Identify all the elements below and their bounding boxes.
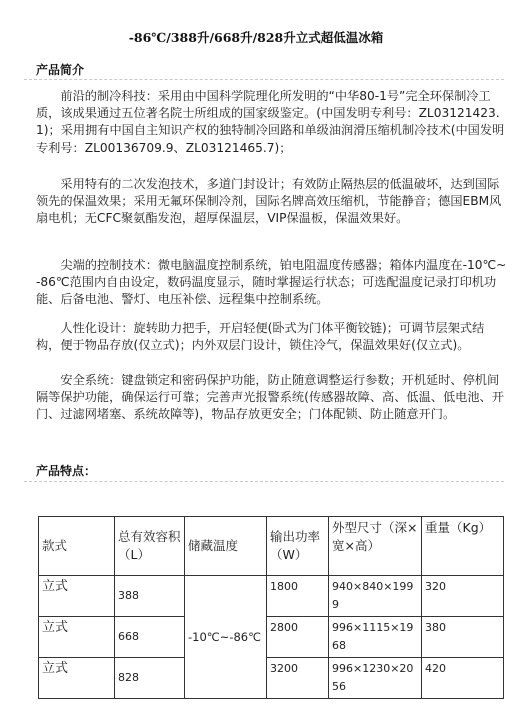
table-row [39,658,504,699]
header-temperature: 储藏温度 [185,517,267,576]
header-weight: 重量（Kg） [422,517,504,576]
header-volume: 总有效容积（L） [115,517,185,576]
row-weight: 320 [422,576,504,617]
row-weight: 420 [422,658,504,699]
intro-paragraph-control: 尖端的控制技术：微电脑温度控制系统，铂电阻温度传感器；箱体内温度在-10℃~-86℃范围内自由设定，数码温度显示，随时掌握运行状态；可选配温度记录打印机功能、后备电池、警灯、电压补偿、远程集中控制系统。 [36,258,507,307]
table-row [39,576,504,617]
table-header-row [39,517,504,576]
intro-divider [24,79,504,80]
row-power: 1800 [267,576,329,617]
page-title: -86℃/388升/668升/828升立式超低温冰箱 [128,30,384,45]
row-size: 940×840×1999 [329,576,422,617]
intro-paragraph-design: 人性化设计：旋转助力把手，开启轻便(卧式为门体平衡铰链)；可调节层架式结构，便于物品存放(仅立式)；内外双层门设计，锁住冷气，保温效果好(仅立式)。 [36,321,485,353]
table-row [39,617,504,658]
storage-temperature: -10℃~-86℃ [185,576,267,699]
row-size: 996×1115×1968 [329,617,422,658]
row-weight: 380 [422,617,504,658]
features-divider [24,481,504,482]
intro-paragraph-safety: 安全系统：键盘锁定和密码保护功能，防止随意调整运行参数；开机延时、停机间隔等保护功能，确保运行可靠；完善声光报警系统(传感器故障、高、低温、低电池、开门、过滤网堵塞、系统故障等)，物品存放更安全；门体配锁、防止随意开门。 [36,373,504,422]
row-power: 2800 [267,617,329,658]
header-size: 外型尺寸（深×宽×高） [329,517,422,576]
row-model: 立式 [39,576,115,617]
row-volume: 668 [115,617,185,658]
intro-paragraph-foam: 采用特有的二次发泡技术，多道门封设计；有效防止隔热层的低温破坏，达到国际领先的保温效果；采用无氟环保制冷剂，国际名牌高效压缩机，节能静音；德国EBM风扇电机；无CFC聚氨酯发泡，超厚保温层，VIP保温板，保温效果好。 [36,177,502,226]
header-power: 输出功率（W） [267,517,329,576]
intro-paragraph-tech: 前沿的制冷科技：采用由中国科学院理化所发明的“中华80-1号”完全环保制冷工质，该成果通过五位著名院士所组成的国家级鉴定。(中国发明专利号：ZL03121423.1)；采用拥有中国自主知识产权的独特制冷回路和单级油润滑压缩机制冷技术(中国发明专利号：ZL00136709.9、ZL03121465.7)； [36,89,505,155]
row-volume: 828 [115,658,185,699]
intro-heading: 产品简介 [36,63,85,77]
row-power: 3200 [267,658,329,699]
header-model: 款式 [39,517,115,576]
row-size: 996×1230×2056 [329,658,422,699]
spec-table [38,516,504,699]
features-heading: 产品特点： [36,464,97,478]
row-model: 立式 [39,617,115,658]
row-volume: 388 [115,576,185,617]
row-model: 立式 [39,658,115,699]
